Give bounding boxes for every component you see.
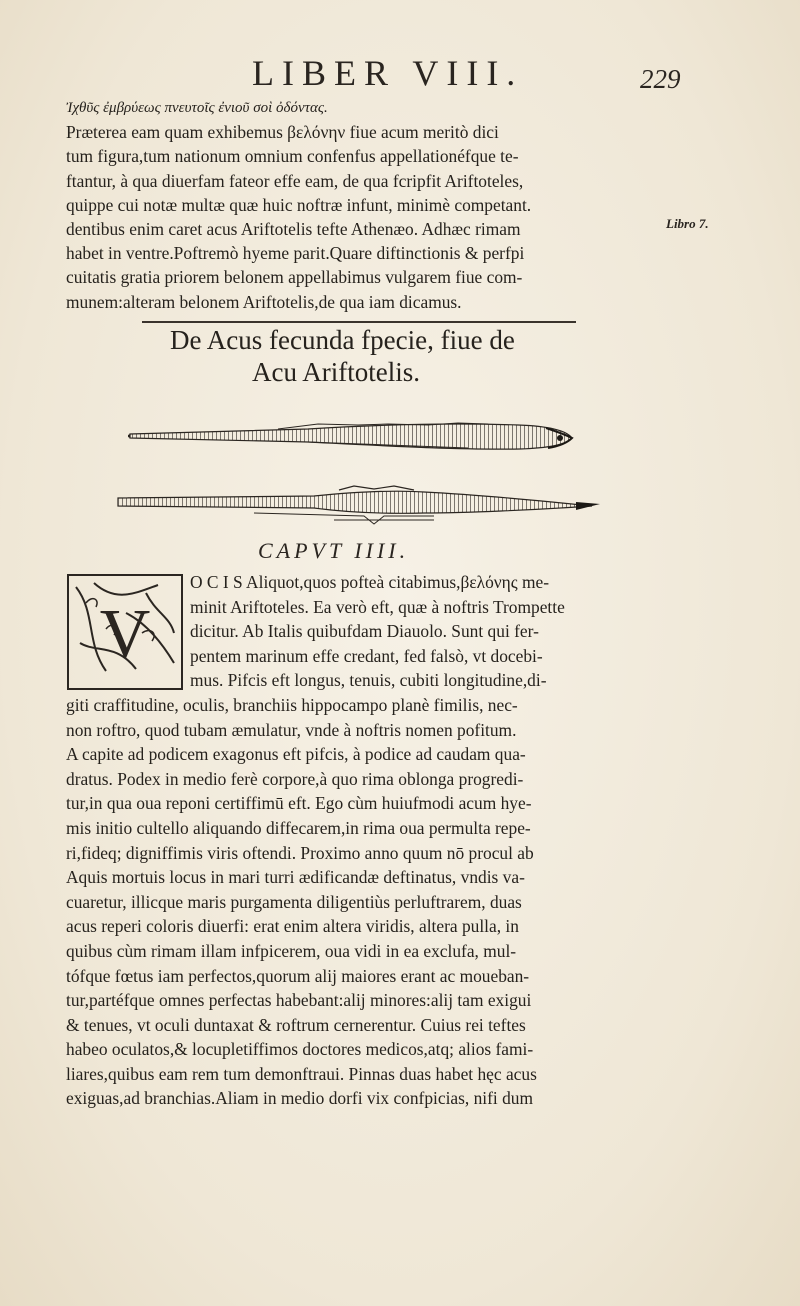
section-title-line-2: Acu Ariftotelis. bbox=[252, 357, 420, 387]
text-line: tófque fœtus iam perfectos,quorum alij maiores erant ac moueban- bbox=[66, 965, 530, 986]
text-line: Præterea eam quam exhibemus βελόνην fiue acum meritò dici bbox=[66, 122, 499, 143]
text-line: dicitur. Ab Italis quibufdam Diauolo. Sunt qui fer- bbox=[190, 621, 539, 642]
text-line: pentem marinum effe credant, fed falsò, vt docebi- bbox=[190, 645, 543, 666]
text-line: habeo oculatos,& locupletiffimos doctores medicos,atq; alios fami- bbox=[66, 1039, 534, 1060]
text-line: munem:alteram belonem Ariftotelis,de qua iam dicamus. bbox=[66, 291, 462, 312]
text-line: tur,partéfque omnes perfectas habebant:alij minores:alij tam exigui bbox=[66, 990, 532, 1011]
section-title bbox=[170, 324, 550, 388]
text-line: ri,fideq; digniffimis viris oftendi. Proximo anno quum nō procul ab bbox=[66, 842, 534, 863]
greek-quote-line: Ἰχθῦς ἐμβρύεως πνευτοῖς ἐνιοῦ σοὶ ὀδόντας. bbox=[66, 100, 328, 116]
text-line: habet in ventre.Poftremò hyeme parit.Quare diftinctionis & perfpi bbox=[66, 243, 525, 264]
drop-cap-letter: V bbox=[99, 596, 151, 673]
page-number: 229 bbox=[640, 64, 681, 94]
section-title-line-1: De Acus fecunda fpecie, fiue de bbox=[170, 325, 515, 355]
text-line: mus. Pifcis eft longus, tenuis, cubiti longitudine,di- bbox=[190, 670, 547, 691]
section-rule bbox=[142, 321, 576, 323]
text-line: giti craffitudine, oculis, branchiis hippocampo planè fimilis, nec- bbox=[66, 694, 518, 715]
fish-woodcut-lower bbox=[114, 480, 604, 528]
text-line: quippe cui notæ multæ quæ huic noftræ infunt, minimè competant. bbox=[66, 194, 532, 215]
text-line: ftantur, à qua diuerfam fateor effe eam, de qua fcripfit Ariftoteles, bbox=[66, 170, 524, 191]
text-line: Aquis mortuis locus in mari turri ædificandæ deftinatus, vndis va- bbox=[66, 867, 525, 888]
text-line: non roftro, quod tubam æmulatur, vnde à noftris nomen pofitum. bbox=[66, 719, 517, 740]
text-line: tur,in qua oua reponi certiffimū eft. Ego cùm huiufmodi acum hye- bbox=[66, 793, 532, 814]
text-line: dratus. Podex in medio ferè corpore,à quo rima oblonga progredi- bbox=[66, 768, 524, 789]
page-header bbox=[0, 52, 800, 92]
text-line: dentibus enim caret acus Ariftotelis tefte Athenæo. Adhæc rimam bbox=[66, 219, 521, 240]
text-line: mis initio cultello aliquando diffecarem,in rima oua permulta repe- bbox=[66, 817, 531, 838]
text-line: liares,quibus eam rem tum demonftraui. Pinnas duas habet hęc acus bbox=[66, 1063, 537, 1084]
text-line: tum figura,tum nationum omnium confenfus appellationéfque te- bbox=[66, 146, 519, 167]
margin-note: Libro 7. bbox=[666, 216, 709, 231]
running-head: LIBER VIII. bbox=[252, 53, 524, 93]
text-line: cuitatis gratia priorem belonem appellabimus vulgarem fiue com- bbox=[66, 267, 523, 288]
chapter-paragraph bbox=[66, 570, 666, 1111]
text-line: quibus cùm rimam illam infpicerem, oua vidi in ea exclufa, mul- bbox=[66, 940, 517, 961]
text-line: A capite ad podicem exagonus eft pifcis, à podice ad caudam qua- bbox=[66, 744, 526, 765]
fish-woodcut-upper bbox=[128, 412, 578, 462]
intro-paragraph bbox=[66, 96, 626, 314]
text-line: minit Ariftoteles. Ea verò eft, quæ à noftris Trompette bbox=[190, 596, 565, 617]
text-line: O C I S Aliquot,quos pofteà citabimus,βελόνης me- bbox=[190, 572, 550, 592]
text-line: & tenues, vt oculi duntaxat & roftrum cernerentur. Cuius rei teftes bbox=[66, 1014, 526, 1035]
text-line: acus reperi coloris diuerfi: erat enim altera viridis, altera pulla, in bbox=[66, 916, 519, 937]
text-line: exiguas,ad branchias.Aliam in medio dorfi vix confpicias, nifi dum bbox=[66, 1088, 534, 1109]
chapter-heading: CAPVT IIII. bbox=[258, 538, 410, 563]
text-line: cuaretur, illicque maris purgamenta diligentiùs perluftrarem, duas bbox=[66, 891, 522, 912]
